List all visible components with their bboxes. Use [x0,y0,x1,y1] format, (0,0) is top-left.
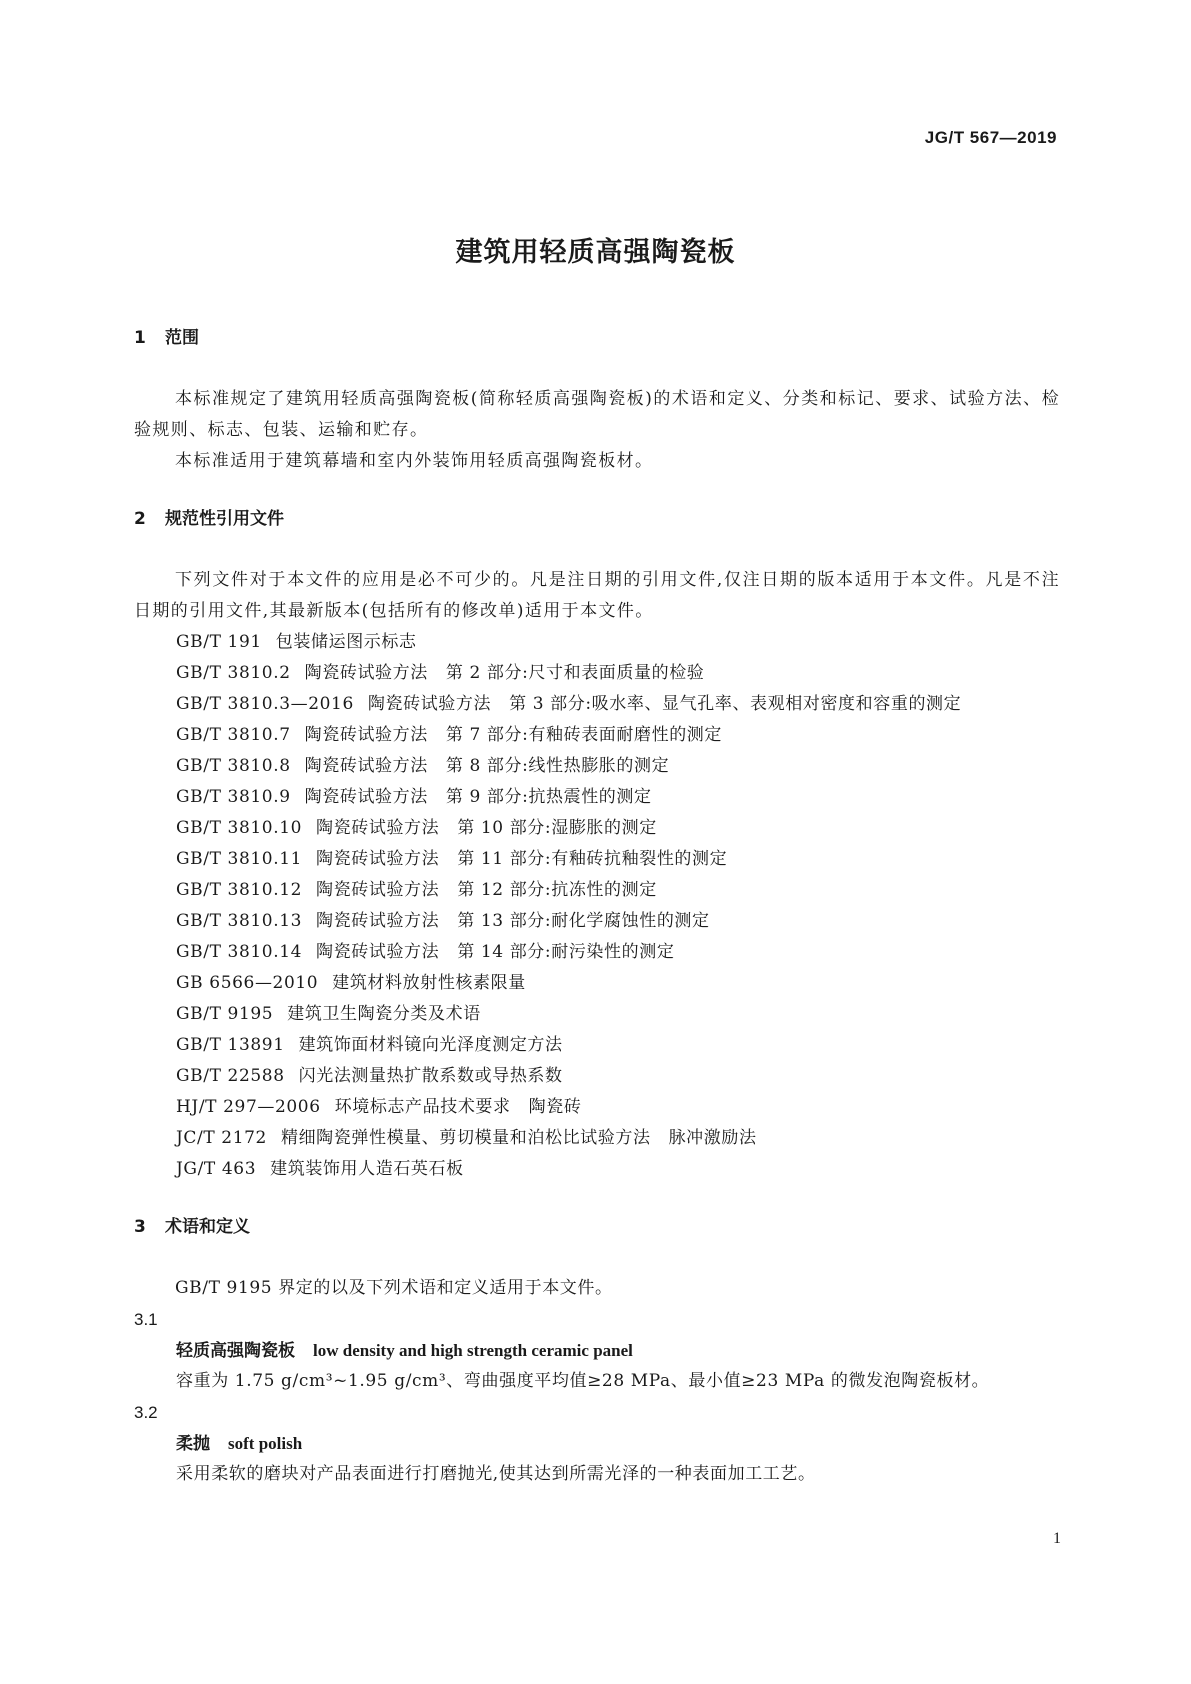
section-number: 1 [134,328,146,348]
reference-part: 陶瓷砖 [528,1097,582,1117]
reference-part: 第 3 部分:吸水率、显气孔率、表观相对密度和容重的测定 [509,694,962,714]
section-title: 范围 [165,328,199,348]
reference-code: GB/T 13891 [176,1035,285,1055]
reference-title: 陶瓷砖试验方法 [304,787,428,807]
reference-code: GB/T 191 [176,632,262,652]
reference-title: 闪光法测量热扩散系数或导热系数 [298,1066,563,1086]
term-definition: 采用柔软的磨块对产品表面进行打磨抛光,使其达到所需光泽的一种表面加工工艺。 [176,1464,816,1484]
term-number: 3.1 [134,1310,158,1329]
reference-code: GB/T 3810.11 [176,849,303,869]
reference-title: 精细陶瓷弹性模量、剪切模量和泊松比试验方法 [280,1128,651,1148]
reference-item [134,1123,1060,1154]
section-heading-normative-references [134,503,1060,535]
reference-item [134,1061,1060,1092]
reference-code: GB/T 22588 [176,1066,285,1086]
reference-item [134,1092,1060,1123]
scope-paragraph-1: 本标准规定了建筑用轻质高强陶瓷板(简称轻质高强陶瓷板)的术语和定义、分类和标记、要求、试验方法、检验规则、标志、包装、运输和贮存。 [134,389,1060,440]
reference-code: GB/T 9195 [176,1004,274,1024]
reference-item [134,968,1060,999]
reference-item [134,782,1060,813]
reference-item [134,751,1060,782]
term-title [134,1335,1060,1366]
reference-item [134,906,1060,937]
reference-item [134,813,1060,844]
page-number: 1 [1053,1530,1061,1547]
reference-code: GB 6566—2010 [176,973,319,993]
reference-code: GB/T 3810.9 [176,787,291,807]
reference-code: GB/T 3810.3—2016 [176,694,354,714]
reference-title: 陶瓷砖试验方法 [316,880,440,900]
reference-title: 陶瓷砖试验方法 [316,911,440,931]
terms-intro: GB/T 9195 界定的以及下列术语和定义适用于本文件。 [175,1278,613,1298]
reference-part: 第 13 部分:耐化学腐蚀性的测定 [457,911,710,931]
term-english: low density and high strength ceramic panel [313,1341,633,1360]
reference-part: 第 9 部分:抗热震性的测定 [445,787,652,807]
reference-title: 建筑材料放射性核素限量 [332,973,526,993]
term-title [134,1428,1060,1459]
reference-title: 陶瓷砖试验方法 [304,756,428,776]
reference-title: 陶瓷砖试验方法 [316,942,440,962]
reference-part: 第 11 部分:有釉砖抗釉裂性的测定 [457,849,728,869]
reference-part: 第 10 部分:湿膨胀的测定 [457,818,657,838]
reference-title: 环境标志产品技术要求 [334,1097,511,1117]
reference-code: GB/T 3810.10 [176,818,303,838]
reference-part: 第 7 部分:有釉砖表面耐磨性的测定 [445,725,722,745]
references-intro: 下列文件对于本文件的应用是必不可少的。凡是注日期的引用文件,仅注日期的版本适用于本文件。凡是不注日期的引用文件,其最新版本(包括所有的修改单)适用于本文件。 [134,570,1060,621]
reference-part: 脉冲激励法 [668,1128,757,1148]
reference-part: 第 8 部分:线性热膨胀的测定 [445,756,670,776]
reference-part: 第 12 部分:抗冻性的测定 [457,880,657,900]
term-definition: 容重为 1.75 g/cm³~1.95 g/cm³、弯曲强度平均值≥28 MPa、最小值≥23 MPa 的微发泡陶瓷板材。 [176,1371,990,1391]
reference-title: 陶瓷砖试验方法 [304,725,428,745]
reference-title: 陶瓷砖试验方法 [316,818,440,838]
reference-code: GB/T 3810.14 [176,942,303,962]
section-heading-terms-and-definitions [134,1211,1060,1243]
reference-code: GB/T 3810.13 [176,911,303,931]
section-title: 术语和定义 [165,1217,250,1237]
reference-title: 建筑装饰用人造石英石板 [270,1159,464,1179]
reference-item [134,658,1060,689]
reference-code: GB/T 3810.2 [176,663,291,683]
document-title: 建筑用轻质高强陶瓷板 [455,237,736,268]
term-chinese: 轻质高强陶瓷板 [176,1341,295,1361]
standard-code: JG/T 567—2019 [924,128,1057,147]
reference-item [134,689,1060,720]
term-english: soft polish [228,1434,303,1453]
reference-title: 建筑饰面材料镜向光泽度测定方法 [298,1035,563,1055]
reference-item [134,1154,1060,1185]
reference-item [134,999,1060,1030]
reference-code: HJ/T 297—2006 [176,1097,321,1117]
reference-title: 陶瓷砖试验方法 [304,663,428,683]
section-heading-scope [134,322,1060,354]
reference-item [134,844,1060,875]
reference-part: 第 2 部分:尺寸和表面质量的检验 [445,663,705,683]
reference-list [134,627,1060,1185]
document-body [134,322,1060,1490]
term-number: 3.2 [134,1403,158,1422]
reference-item [134,875,1060,906]
term-chinese: 柔抛 [176,1434,210,1454]
reference-code: JC/T 2172 [176,1128,267,1148]
reference-code: GB/T 3810.12 [176,880,303,900]
scope-paragraph-2: 本标准适用于建筑幕墙和室内外装饰用轻质高强陶瓷板材。 [175,451,654,471]
reference-title: 陶瓷砖试验方法 [367,694,492,714]
reference-code: GB/T 3810.7 [176,725,291,745]
reference-code: JG/T 463 [176,1159,257,1179]
reference-title: 陶瓷砖试验方法 [316,849,440,869]
section-number: 2 [134,509,146,529]
reference-item [134,720,1060,751]
reference-part: 第 14 部分:耐污染性的测定 [457,942,675,962]
section-title: 规范性引用文件 [165,509,284,529]
reference-item [134,1030,1060,1061]
reference-item [134,937,1060,968]
reference-item [134,627,1060,658]
reference-title: 包装储运图示标志 [275,632,417,652]
reference-code: GB/T 3810.8 [176,756,291,776]
section-number: 3 [134,1217,146,1237]
reference-title: 建筑卫生陶瓷分类及术语 [287,1004,481,1024]
